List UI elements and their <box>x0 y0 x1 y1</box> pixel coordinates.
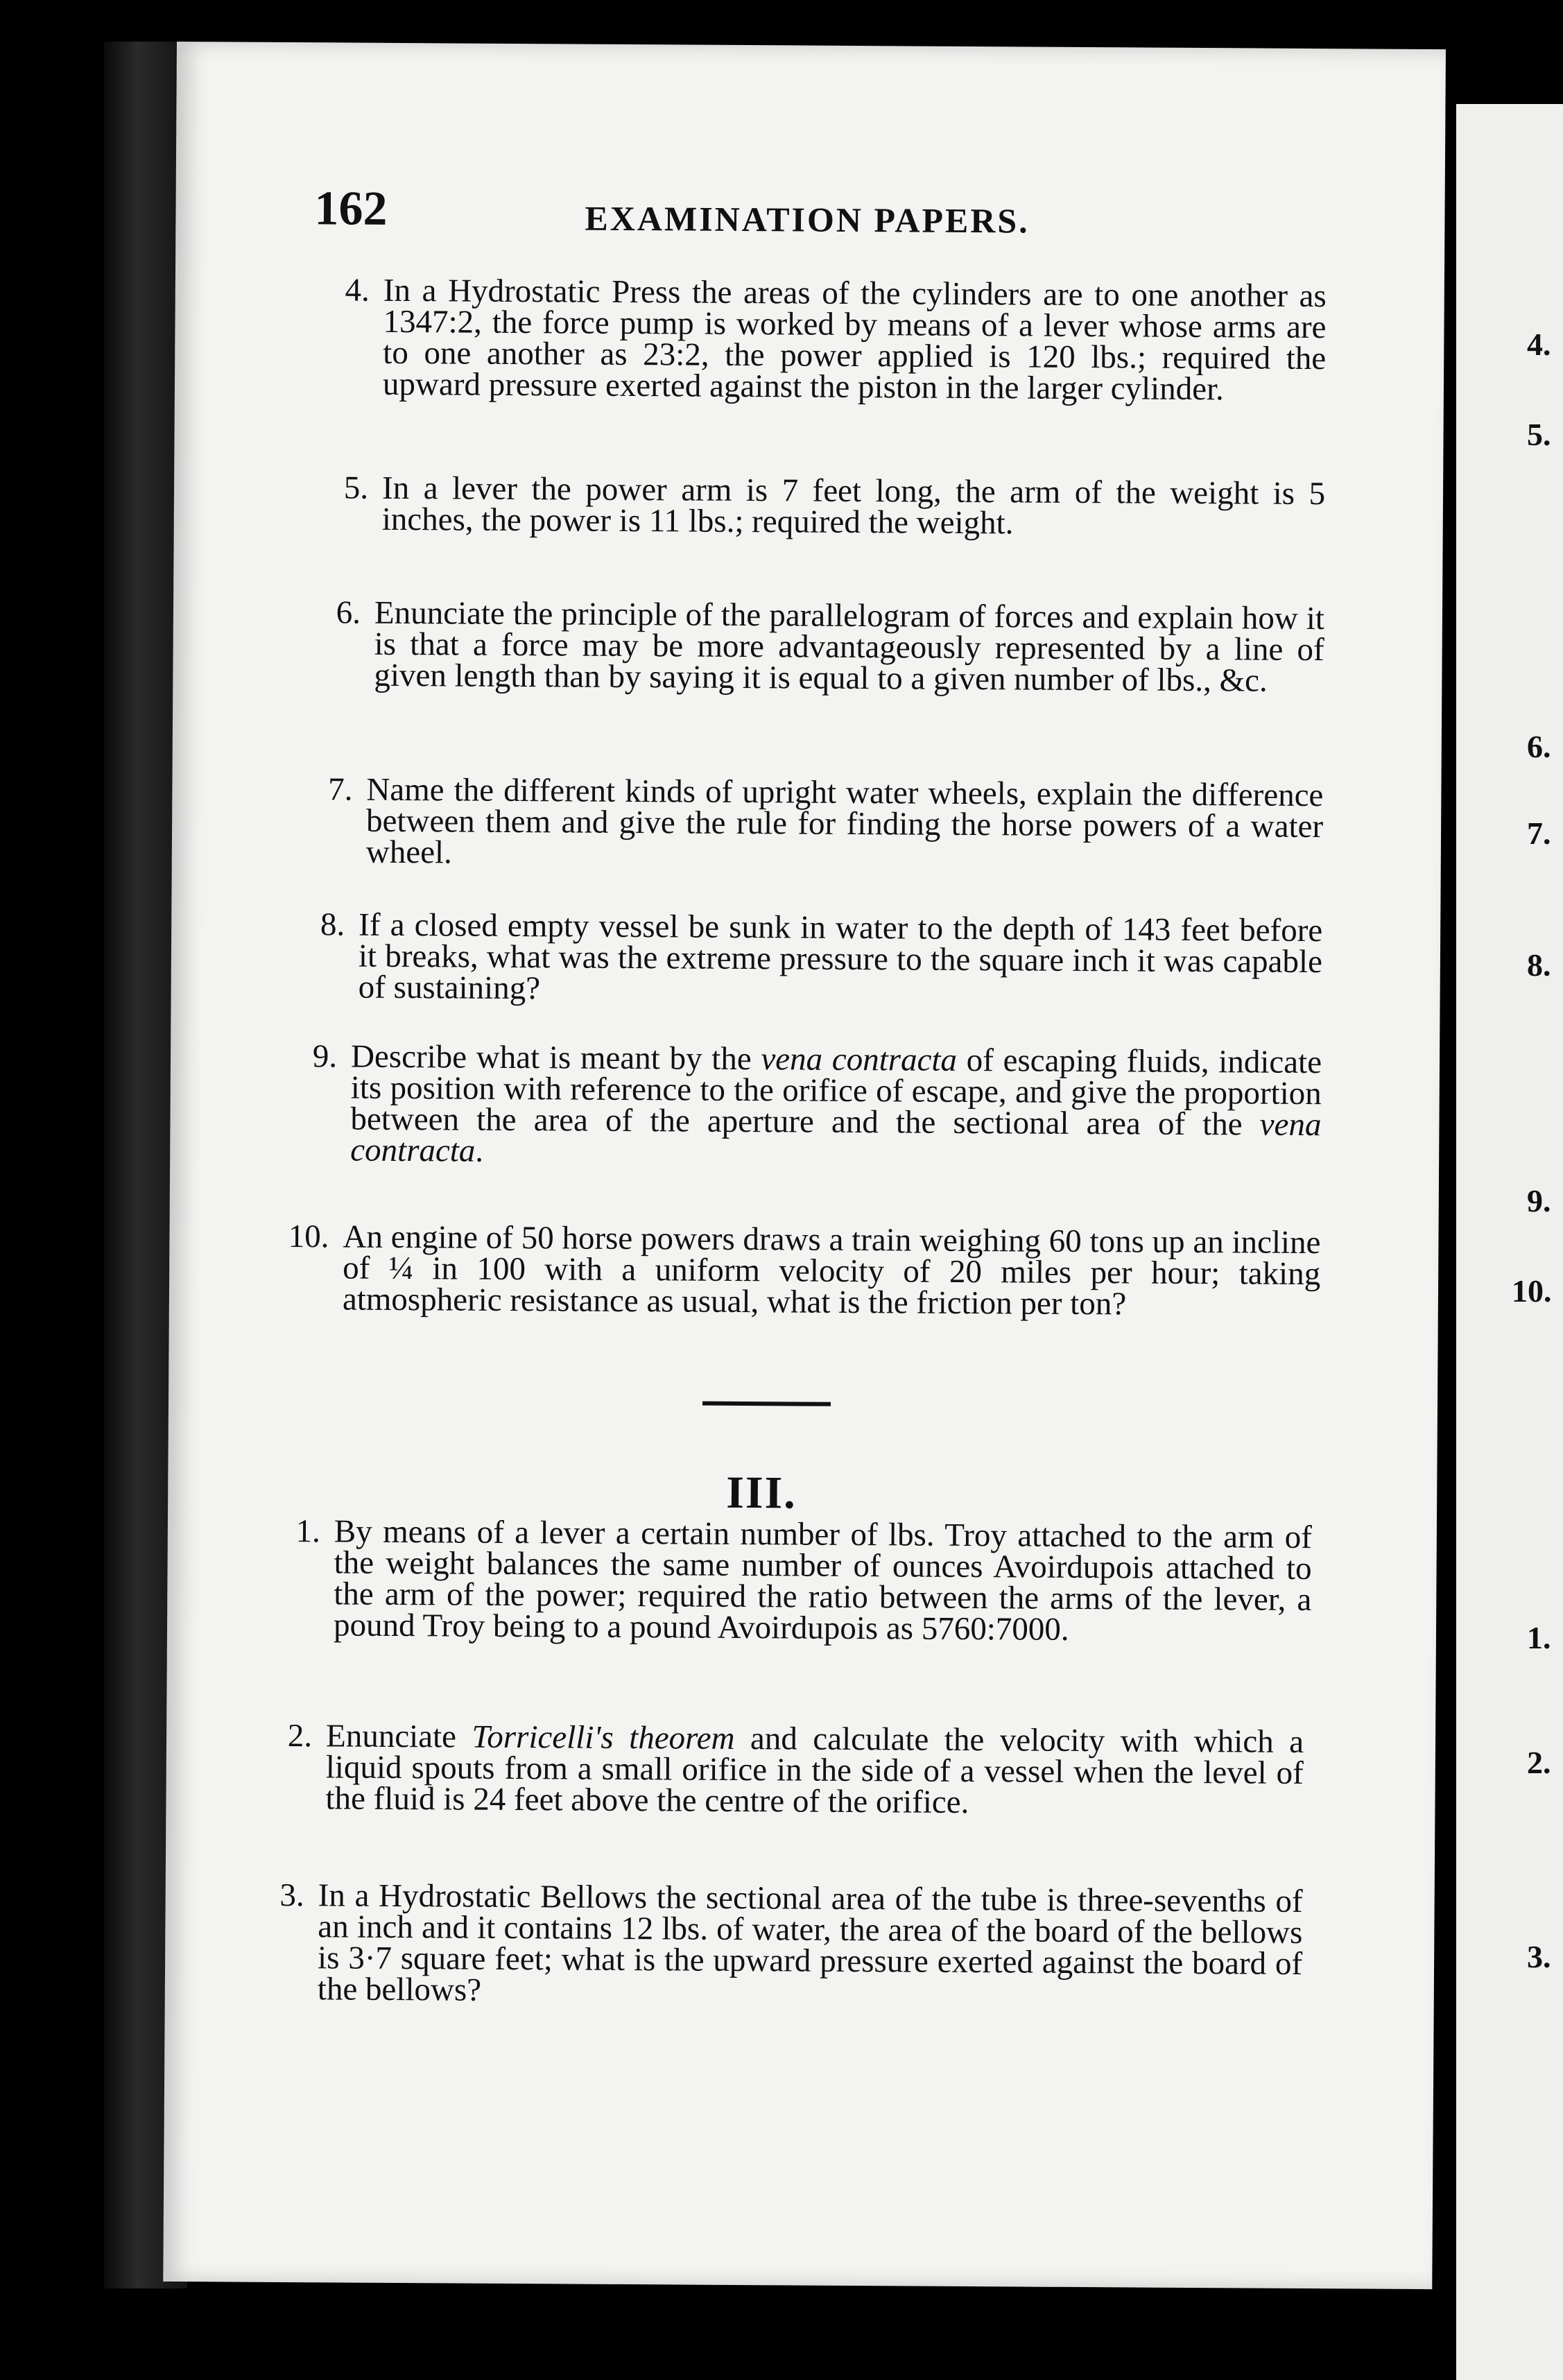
margin-number: 6. <box>1527 729 1551 764</box>
section-divider-rule <box>702 1402 831 1406</box>
question-text: By means of a lever a certain number of lbs. Troy attached to the arm of the weight balances the same number of ounces Avoirdupois attached to the arm of the power; required the ratio between the arms of the lever, a pound Troy being to a pound Avoirdupois as 5760:7000. <box>333 1513 1313 1648</box>
text-run: Describe what is meant by the <box>350 1038 761 1078</box>
margin-number: 2. <box>1527 1745 1551 1780</box>
question-number: 8. <box>320 906 345 943</box>
italic-term: vena contracta <box>761 1041 958 1078</box>
question-10 <box>245 1218 1321 1322</box>
question-text <box>350 1038 1322 1173</box>
question-9 <box>253 1038 1322 1172</box>
italic-term: vena contracta <box>350 1106 1322 1169</box>
adjacent-page-edge <box>1456 104 1563 2380</box>
margin-number: 10. <box>1512 1273 1552 1309</box>
question-number: 9. <box>312 1038 338 1075</box>
margin-number: 4. <box>1527 327 1551 362</box>
margin-number: 3. <box>1527 1939 1551 1974</box>
margin-number: 8. <box>1527 947 1551 983</box>
question-text <box>325 1718 1304 1821</box>
text-run: and calculate the velocity with which a liquid spouts from a small orifice in the side of a vessel when the level of the fluid is 24 feet above the centre of the orifice. <box>325 1720 1304 1821</box>
question-text: In a Hydrostatic Bellows the sectional area of the tube is three-sevenths of an inch and it contains 12 lbs. of water, the area of the board of the bellows is 3·7 square feet; what is the upward pressure exerted against the board of the bellows? <box>317 1877 1303 2008</box>
italic-term: Torricelli's theorem <box>472 1718 735 1757</box>
text-run: Enunciate <box>325 1718 472 1755</box>
question-iii-1 <box>236 1513 1313 1648</box>
book-page <box>163 42 1446 2289</box>
margin-number: 1. <box>1527 1620 1551 1655</box>
question-8 <box>261 906 1323 1009</box>
question-number: 5. <box>343 469 369 506</box>
question-text: Enunciate the principle of the parallelogram of forces and explain how it is that a force may be more advantageously represented by a line of given length than by saying it is equal to a given number of lbs., &c. <box>374 594 1325 699</box>
running-title: EXAMINATION PAPERS. <box>585 198 1030 241</box>
section-heading: III. <box>726 1467 797 1519</box>
question-6 <box>277 594 1325 699</box>
question-number: 3. <box>279 1877 304 1914</box>
question-text: In a Hydrostatic Press the areas of the cylinders are to one another as 1347:2, the force pump is worked by means of a lever whose arms are to one another as 23:2, the power applied is 120 lbs.; required the upward pressure exerted against the piston in the larger cylinder. <box>382 272 1327 408</box>
question-iii-2 <box>228 1718 1304 1821</box>
question-text: An engine of 50 horse powers draws a train weighing 60 tons up an incline of ¼ in 100 with a uniform velocity of 20 miles per hour; taking atmospheric resistance as usual, what is the friction per ton? <box>342 1218 1321 1322</box>
question-number: 6. <box>336 594 361 631</box>
question-text: If a closed empty vessel be sunk in water to the depth of 143 feet before it breaks, what was the extreme pressure to the square inch it was capable of sustaining? <box>358 906 1323 1007</box>
margin-number: 5. <box>1527 417 1551 452</box>
page-number: 162 <box>314 182 388 236</box>
question-number: 7. <box>328 771 353 808</box>
question-number: 10. <box>288 1218 329 1255</box>
question-5 <box>285 469 1326 542</box>
question-number: 4. <box>345 272 370 309</box>
question-4 <box>286 272 1327 408</box>
text-run: . <box>475 1132 484 1169</box>
page-header <box>314 181 1320 241</box>
question-text: In a lever the power arm is 7 feet long, the arm of the weight is 5 inches, the power is 11 lbs.; required the weight. <box>381 469 1326 542</box>
text-run: of escaping fluids, indicate its position with reference to the orifice of escape, and give the proportion between the area of the aperture and the sectional area of the <box>350 1042 1322 1143</box>
margin-number: 7. <box>1527 816 1551 851</box>
margin-number: 9. <box>1527 1183 1551 1218</box>
question-number: 2. <box>287 1718 313 1754</box>
question-number: 1. <box>295 1513 321 1550</box>
question-iii-3 <box>221 1879 1303 2011</box>
question-7 <box>269 771 1324 874</box>
question-text: Name the different kinds of upright water wheels, explain the difference between them and give the rule for finding the horse powers of a water wheel. <box>365 771 1324 871</box>
